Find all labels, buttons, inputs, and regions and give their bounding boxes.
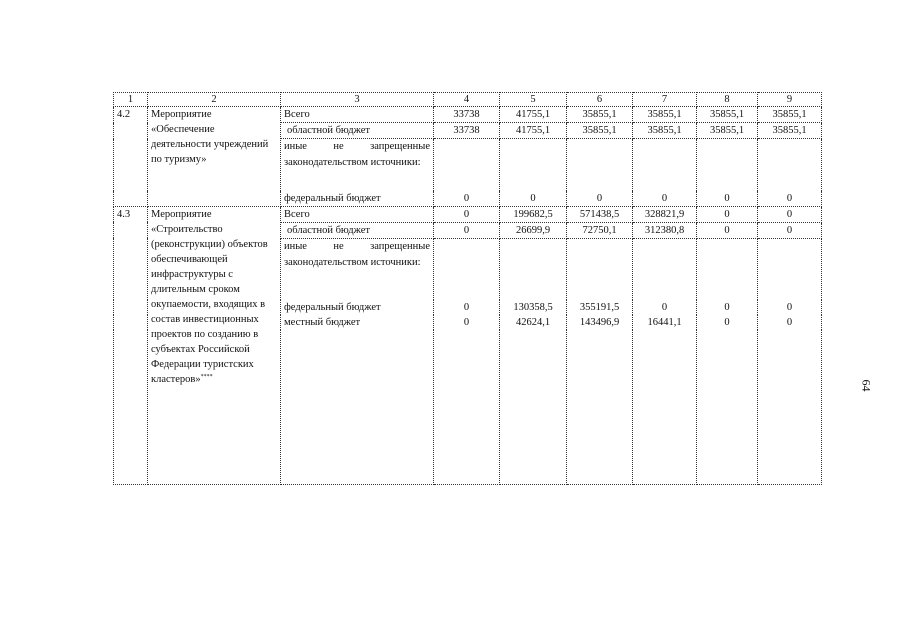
page-number: 64 <box>859 379 874 392</box>
header-row <box>114 93 822 107</box>
header-cell: 8 <box>697 93 758 107</box>
table-cell: 41755,1 <box>500 123 567 139</box>
table-cell: 42624,1 <box>500 315 567 330</box>
section-number: 4.2 <box>114 107 148 207</box>
table-cell: 0 <box>434 300 500 315</box>
table-cell: 0 <box>758 300 822 315</box>
table-cell: 0 <box>758 191 822 207</box>
section-title-cell <box>148 206 281 484</box>
table-cell: 33738 <box>434 123 500 139</box>
header-cell: 5 <box>500 93 567 107</box>
table-cell: 0 <box>758 222 822 238</box>
table-cell: 35855,1 <box>697 107 758 123</box>
table-cell: 35855,1 <box>567 123 633 139</box>
table-cell: 0 <box>633 191 697 207</box>
table-cell: 0 <box>434 206 500 222</box>
table-cell: 26699,9 <box>500 222 567 238</box>
table-cell: 35855,1 <box>697 123 758 139</box>
table-cell: 0 <box>434 222 500 238</box>
table-cell: 0 <box>758 206 822 222</box>
table-row <box>114 206 822 222</box>
table-cell: 355191,5 <box>567 300 633 315</box>
table-cell: 0 <box>758 315 822 330</box>
header-cell: 3 <box>281 93 434 107</box>
table-cell: 35855,1 <box>567 107 633 123</box>
table-cell: 41755,1 <box>500 107 567 123</box>
header-cell: 7 <box>633 93 697 107</box>
table-cell: 0 <box>500 191 567 207</box>
table-cell: 33738 <box>434 107 500 123</box>
header-cell: 9 <box>758 93 822 107</box>
header-cell: 6 <box>567 93 633 107</box>
header-cell: 4 <box>434 93 500 107</box>
table-cell: 571438,5 <box>567 206 633 222</box>
funding-source: областной бюджет <box>281 123 434 139</box>
funding-source: иные не запрещенные законодательством источники: <box>281 238 434 300</box>
header-cell: 2 <box>148 93 281 107</box>
table-cell: 35855,1 <box>758 123 822 139</box>
funding-source: иные не запрещенные законодательством источники: <box>281 139 434 191</box>
table-cell: 199682,5 <box>500 206 567 222</box>
table-cell: 0 <box>697 300 758 315</box>
table-cell: 0 <box>434 315 500 330</box>
table-cell: 16441,1 <box>633 315 697 330</box>
table-cell: 35855,1 <box>758 107 822 123</box>
table-cell: 130358,5 <box>500 300 567 315</box>
table-cell: 0 <box>697 315 758 330</box>
section-title: Мероприятие «Обеспечение деятельности учреждений по туризму» <box>148 107 281 207</box>
table-cell: 72750,1 <box>567 222 633 238</box>
table-cell: 35855,1 <box>633 123 697 139</box>
footnote-mark: **** <box>200 373 213 380</box>
funding-source: местный бюджет <box>281 315 434 330</box>
table-cell: 0 <box>697 222 758 238</box>
header-cell: 1 <box>114 93 148 107</box>
table-cell: 143496,9 <box>567 315 633 330</box>
funding-source: федеральный бюджет <box>281 300 434 315</box>
funding-source: федеральный бюджет <box>281 191 434 207</box>
table-cell: 0 <box>434 191 500 207</box>
funding-source: областной бюджет <box>281 222 434 238</box>
table-cell: 0 <box>567 191 633 207</box>
section-title: Мероприятие «Строительство (реконструкции) объектов обеспечивающей инфраструктуры с длительным сроком окупаемости, входящих в состав инвестиционных проектов по созданию в субъектах Российской Федерации туристских кластеров» <box>151 208 268 385</box>
table-cell: 0 <box>697 206 758 222</box>
table-cell: 35855,1 <box>633 107 697 123</box>
budget-table <box>113 92 822 485</box>
funding-source: Всего <box>281 107 434 123</box>
table-cell: 0 <box>633 300 697 315</box>
table-cell: 0 <box>697 191 758 207</box>
table-cell: 328821,9 <box>633 206 697 222</box>
table-cell: 312380,8 <box>633 222 697 238</box>
table-row <box>114 107 822 123</box>
section-number: 4.3 <box>114 206 148 484</box>
funding-source: Всего <box>281 206 434 222</box>
